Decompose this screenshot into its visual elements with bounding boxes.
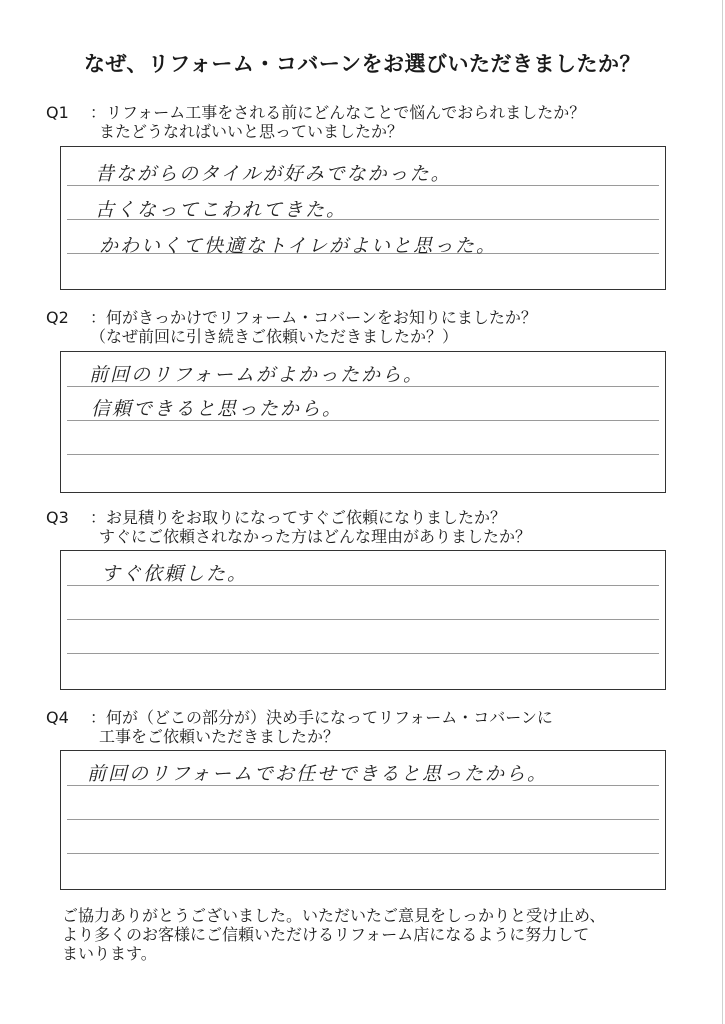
q3-answer-line-1: すぐ依頼した。 [101,563,249,585]
closing-message-line-2: より多くのお客様にご信頼いただけるリフォーム店になるように努力して [62,925,590,944]
q3-label: Q3 [46,508,69,527]
q2-question [90,308,537,346]
q3-answer-box [60,550,666,690]
q1-answer-box [60,146,666,290]
answer-rule-line [67,653,659,654]
q2-answer-box [60,351,666,493]
closing-message-line-1: ご協力ありがとうございました。いただいたご意見をしっかりと受け止め、 [62,906,606,925]
answer-rule-line [67,454,659,455]
q3-question-line-1: ：お見積りをお取りになってすぐご依頼になりましたか？ [90,508,507,527]
q1-answer-line-3: かわいくて快適なトイレがよいと思った。 [99,235,498,257]
q2-answer-line-2: 信頼できると思ったから。 [91,398,344,420]
q3-question-line-2: すぐにご依頼されなかった方はどんな理由がありましたか？ [99,527,532,546]
q1-answer-line-2: 古くなってこわれてきた。 [95,199,348,221]
q1-label: Q1 [46,103,69,122]
q2-question-line-2: （なぜ前回に引き続きご依頼いただきましたか？） [90,327,459,346]
q1-question [90,103,585,141]
answer-rule-line [67,819,659,820]
q4-question [90,708,553,746]
q1-question-line-1: ：リフォーム工事をされる前にどんなことで悩んでおられましたか？ [90,103,586,122]
q2-label: Q2 [46,308,69,327]
q4-label: Q4 [46,708,69,727]
answer-rule-line [67,619,659,620]
q3-question [90,508,531,546]
q4-question-line-2: 工事をご依頼いただきましたか？ [99,727,340,746]
q2-answer-line-1: 前回のリフォームがよかったから。 [89,364,425,386]
q1-answer-line-1: 昔ながらのタイルが好みでなかった。 [95,163,452,185]
q4-answer-line-1: 前回のリフォームでお任せできると思ったから。 [87,763,549,785]
q1-question-line-2: またどうなればいいと思っていましたか？ [99,122,404,141]
q4-question-line-1: ：何が（どこの部分が）決め手になってリフォーム・コバーンに [90,708,553,727]
q4-answer-box [60,750,666,890]
survey-title: なぜ、リフォーム・コバーンをお選びいただきましたか？ [84,52,641,76]
answer-rule-line [67,853,659,854]
page-edge-line [722,0,723,1024]
closing-message [62,906,682,963]
q2-question-line-1: ：何がきっかけでリフォーム・コバーンをお知りにましたか？ [90,308,537,327]
closing-message-line-3: まいります。 [62,944,157,963]
